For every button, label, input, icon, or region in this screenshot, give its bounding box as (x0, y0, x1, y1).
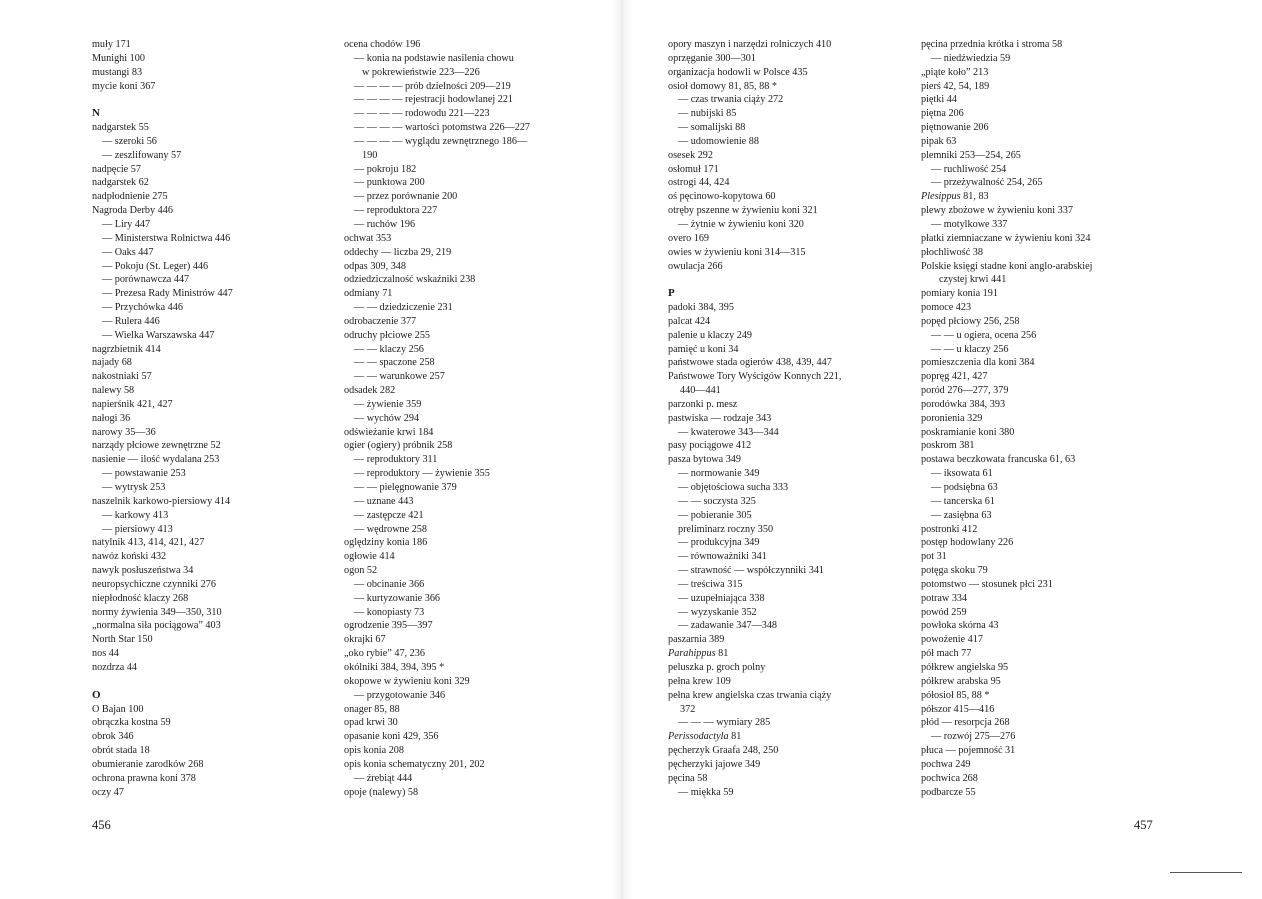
section-letter: N (92, 107, 100, 120)
index-entry: płód — resorpcja 268 (921, 717, 1010, 729)
index-entry: — przygotowanie 346 (354, 689, 446, 701)
page-number-left: 456 (92, 818, 111, 832)
index-entry: pastwiska — rodzaje 343 (668, 412, 772, 424)
index-entry: pasy pociągowe 412 (668, 440, 752, 452)
index-entry: nakostniaki 57 (92, 371, 152, 383)
index-entry: — pokroju 182 (354, 163, 417, 175)
index-entry: — Przychówka 446 (102, 302, 183, 314)
index-entry: opis konia 208 (344, 745, 404, 757)
index-entry: — — — — rodowodu 221—223 (354, 108, 490, 120)
index-entry: — strawność — współczynniki 341 (678, 565, 825, 577)
index-entry: — Oaks 447 (102, 246, 154, 258)
index-entry: nozdrza 44 (92, 661, 137, 673)
index-entry: płatki ziemniaczane w żywieniu koni 324 (921, 232, 1091, 244)
index-entry: państwowe stada ogierów 438, 439, 447 (668, 357, 832, 369)
index-entry: poród 276—277, 379 (921, 385, 1009, 397)
index-entry: poskramianie koni 380 (921, 426, 1015, 438)
index-entry: oddechy — liczba 29, 219 (344, 246, 452, 258)
index-entry: — normowanie 349 (678, 468, 760, 480)
index-entry: pochwa 249 (921, 758, 971, 770)
index-entry: — Liry 447 (102, 218, 151, 230)
index-entry: parzonki p. mesz (668, 398, 738, 410)
bottom-rule (1170, 872, 1242, 873)
index-entry: — rozwój 275—276 (931, 731, 1016, 743)
index-entry: mycie koni 367 (92, 80, 156, 92)
index-entry: — — u ogiera, ocena 256 (931, 329, 1037, 341)
index-entry: — szeroki 56 (102, 135, 157, 147)
index-entry: półkrew arabska 95 (921, 675, 1001, 687)
index-entry: Nagroda Derby 446 (92, 205, 173, 217)
index-entry: — źrebiąt 444 (354, 772, 413, 784)
index-entry: nalewy 58 (92, 385, 135, 397)
index-entry: nos 44 (92, 648, 119, 660)
index-entry: — pobieranie 305 (678, 509, 752, 521)
index-entry: pamięć u koni 34 (668, 343, 739, 355)
index-entry: ochrona prawna koni 378 (92, 772, 196, 784)
index-entry: — iksowata 61 (931, 468, 993, 480)
index-entry: naszelnik karkowo-piersiowy 414 (92, 495, 231, 507)
index-entry: narowy 35—36 (92, 426, 156, 438)
index-entry: — przeżywalność 254, 265 (931, 177, 1043, 189)
index-entry: — — u klaczy 256 (931, 343, 1009, 355)
index-entry: — reproduktory — żywienie 355 (354, 468, 490, 480)
index-entry: napierśnik 421, 427 (92, 398, 173, 410)
index-entry: odświeżanie krwi 184 (344, 426, 434, 438)
index-entry: — — spaczone 258 (354, 357, 435, 369)
index-column-2 (344, 38, 530, 799)
index-entry: — obcinanie 366 (354, 578, 425, 590)
index-entry: pełna krew angielska czas trwania ciąży (668, 689, 832, 701)
index-entry: preliminarz roczny 350 (678, 523, 774, 535)
index-entry: overo 169 (668, 232, 710, 244)
index-entry: oczy 47 (92, 786, 124, 798)
index-entry: paszarnia 389 (668, 634, 725, 646)
index-entry: pęcina przednia krótka i stroma 58 (921, 39, 1063, 50)
index-entry: obrączka kostna 59 (92, 717, 171, 729)
index-column-4 (921, 38, 1092, 799)
index-entry: nadgarstek 62 (92, 177, 149, 189)
index-entry: — — klaczy 256 (354, 343, 424, 355)
index-entry: piętki 44 (921, 94, 957, 106)
index-entry: — — — — prób dzielności 209—219 (354, 80, 511, 92)
index-entry: — niedźwiedzia 59 (931, 52, 1011, 64)
index-entry: O Bajan 100 (92, 703, 144, 715)
index-entry: nasienie — ilość wydalana 253 (92, 454, 220, 466)
index-entry: — — — — wartości potomstwa 226—227 (354, 122, 531, 134)
index-entry: osłomuł 171 (668, 163, 719, 175)
index-entry: — ruchów 196 (354, 218, 416, 230)
index-column-3 (668, 38, 841, 799)
index-entry: powód 259 (921, 606, 967, 618)
index-entry: — uzupełniająca 338 (678, 592, 765, 604)
index-entry: „piąte koło” 213 (921, 66, 989, 78)
index-entry: muły 171 (92, 39, 131, 50)
spacer (92, 675, 233, 689)
index-entry: w pokrewieństwie 223—226 (362, 66, 480, 78)
index-entry: piętnowanie 206 (921, 122, 989, 134)
index-entry: — piersiowy 413 (102, 523, 173, 535)
index-entry: Plesippus 81, 83 (921, 191, 989, 203)
index-entry: — — — — rejestracji hodowlanej 221 (354, 94, 514, 106)
index-entry: — karkowy 413 (102, 509, 169, 521)
index-entry: narządy płciowe zewnętrzne 52 (92, 440, 221, 452)
index-entry: osioł domowy 81, 85, 88 * (668, 80, 777, 92)
index-entry: — nubijski 85 (678, 108, 737, 120)
index-entry: owies w żywieniu koni 314—315 (668, 246, 806, 258)
index-entry: Polskie księgi stadne koni anglo-arabskiej (921, 260, 1093, 272)
index-entry: powłoka skórna 43 (921, 620, 999, 632)
index-entry: — motylkowe 337 (931, 218, 1008, 230)
index-entry: — — — wymiary 285 (678, 717, 771, 729)
index-entry: okrajki 67 (344, 634, 386, 646)
book-gutter (612, 0, 632, 899)
index-entry: — reproduktora 227 (354, 205, 438, 217)
spacer (92, 93, 233, 107)
index-entry: — żytnie w żywieniu koni 320 (678, 218, 804, 230)
index-entry: ogłowie 414 (344, 551, 395, 563)
index-entry: odmiany 71 (344, 288, 393, 300)
index-entry: płochliwość 38 (921, 246, 983, 258)
index-entry: — równoważniki 341 (678, 551, 767, 563)
index-entry: najady 68 (92, 357, 132, 369)
index-entry: 440—441 (680, 385, 721, 397)
index-entry: — Ministerstwa Rolnictwa 446 (102, 232, 231, 244)
index-entry: potraw 334 (921, 592, 968, 604)
index-entry: — porównawcza 447 (102, 274, 190, 286)
index-entry: — wytrysk 253 (102, 482, 166, 493)
index-entry: — miękka 59 (678, 786, 734, 798)
index-entry: opasanie koni 429, 356 (344, 731, 439, 743)
index-entry: — ruchliwość 254 (931, 163, 1007, 175)
index-entry: pęcina 58 (668, 772, 708, 784)
index-entry: podbarcze 55 (921, 786, 976, 798)
index-entry: — zasiębna 63 (931, 509, 992, 521)
index-entry: — uznane 443 (354, 495, 414, 507)
index-entry: odpas 309, 348 (344, 260, 406, 272)
index-entry: — czas trwania ciąży 272 (678, 94, 784, 106)
index-entry: ochwat 353 (344, 232, 392, 244)
index-entry: postawa beczkowata francuska 61, 63 (921, 454, 1076, 466)
index-entry: odrobaczenie 377 (344, 315, 417, 327)
index-entry: czystej krwi 441 (939, 274, 1007, 286)
index-entry: półosioł 85, 88 * (921, 689, 990, 701)
index-entry: — — pielęgnowanie 379 (354, 482, 457, 493)
index-entry: opory maszyn i narzędzi rolniczych 410 (668, 39, 832, 50)
index-entry: pomoce 423 (921, 302, 972, 314)
index-entry: nawóz koński 432 (92, 551, 167, 563)
index-entry: pęcherzyki jajowe 349 (668, 758, 761, 770)
index-entry: oględziny konia 186 (344, 537, 428, 549)
index-entry: odruchy płciowe 255 (344, 329, 431, 341)
index-entry: mustangi 83 (92, 66, 143, 78)
page-number-right: 457 (1134, 818, 1153, 832)
index-entry: — punktowa 200 (354, 177, 425, 189)
index-entry: postęp hodowlany 226 (921, 537, 1014, 549)
index-entry: — Wielka Warszawska 447 (102, 329, 215, 341)
index-entry: potomstwo — stosunek płci 231 (921, 578, 1053, 590)
index-entry: oprzęganie 300—301 (668, 52, 756, 64)
index-entry: okólniki 384, 394, 395 * (344, 661, 445, 673)
index-entry: neuropsychiczne czynniki 276 (92, 578, 216, 590)
section-letter: P (668, 287, 675, 300)
index-entry: plewy zbożowe w żywieniu koni 337 (921, 205, 1073, 217)
index-entry: odsadek 282 (344, 385, 396, 397)
index-entry: — przez porównanie 200 (354, 191, 458, 203)
index-entry: popręg 421, 427 (921, 371, 988, 383)
index-entry: — udomowienie 88 (678, 135, 759, 147)
index-entry: — kurtyzowanie 366 (354, 592, 441, 604)
index-entry: — konopiasty 73 (354, 606, 425, 618)
index-entry: obrót stada 18 (92, 745, 150, 757)
index-entry: powożenie 417 (921, 634, 983, 646)
index-entry: North Star 150 (92, 634, 153, 646)
index-entry: 372 (680, 703, 696, 715)
index-entry: — podsiębna 63 (931, 482, 998, 493)
index-entry: organizacja hodowli w Polsce 435 (668, 66, 808, 78)
index-entry: porodówka 384, 393 (921, 398, 1006, 410)
index-entry: pół mach 77 (921, 648, 972, 660)
index-entry: ocena chodów 196 (344, 39, 421, 50)
index-entry: Perissodactyla 81 (668, 731, 742, 743)
index-entry: — wędrowne 258 (354, 523, 427, 535)
index-entry: peluszka p. groch polny (668, 661, 766, 673)
index-entry: 190 (362, 149, 378, 161)
index-entry: — objętościowa sucha 333 (678, 482, 789, 493)
index-entry: piętna 206 (921, 108, 964, 120)
index-entry: — zastępcze 421 (354, 509, 424, 521)
index-entry: poskrom 381 (921, 440, 975, 452)
index-entry: ogon 52 (344, 565, 378, 577)
index-entry: — Pokoju (St. Leger) 446 (102, 260, 209, 272)
index-entry: poronienia 329 (921, 412, 983, 424)
index-entry: oś pęcinowo-kopytowa 60 (668, 191, 776, 203)
index-entry: odziedziczalność wskaźniki 238 (344, 274, 476, 286)
index-entry: — produkcyjna 349 (678, 537, 760, 549)
index-entry: — zadawanie 347—348 (678, 620, 778, 632)
index-entry: padoki 384, 395 (668, 302, 734, 314)
index-entry: Munighi 100 (92, 52, 145, 64)
index-entry: — Rulera 446 (102, 315, 160, 327)
spacer (668, 273, 841, 287)
index-entry: Państwowe Tory Wyścigów Konnych 221, (668, 371, 842, 383)
section-letter: O (92, 688, 101, 701)
index-entry: — kwaterowe 343—344 (678, 426, 779, 438)
index-entry: pot 31 (921, 551, 947, 563)
index-entry: półszor 415—416 (921, 703, 995, 715)
index-entry: — somalijski 88 (678, 122, 746, 134)
index-entry: popęd płciowy 256, 258 (921, 315, 1020, 327)
index-entry: opoje (nalewy) 58 (344, 786, 419, 798)
index-entry: owulacja 266 (668, 260, 723, 272)
index-entry: płuca — pojemność 31 (921, 745, 1016, 757)
index-entry: pomiary konia 191 (921, 288, 998, 300)
index-entry: „oko rybie” 47, 236 (344, 648, 425, 660)
index-entry: okopowe w żywieniu koni 329 (344, 675, 470, 687)
index-column-1 (92, 38, 233, 799)
index-entry: nawyk posłuszeństwa 34 (92, 565, 194, 577)
index-entry: Parahippus 81 (668, 648, 729, 660)
index-entry: normy żywienia 349—350, 310 (92, 606, 222, 618)
index-entry: opis konia schematyczny 201, 202 (344, 758, 485, 770)
index-entry: — zeszlifowany 57 (102, 149, 182, 161)
index-entry: — tancerska 61 (931, 495, 995, 507)
index-entry: — treściwa 315 (678, 578, 743, 590)
index-entry: — konia na podstawie nasilenia chowu (354, 52, 514, 64)
index-entry: plemniki 253—254, 265 (921, 149, 1021, 161)
index-entry: pierś 42, 54, 189 (921, 80, 990, 92)
index-entry: pipak 63 (921, 135, 957, 147)
index-entry: — wychów 294 (354, 412, 420, 424)
index-entry: pasza bytowa 349 (668, 454, 741, 466)
index-entry: — Prezesa Rady Ministrów 447 (102, 288, 233, 300)
index-entry: — reproduktory 311 (354, 454, 438, 466)
index-entry: obrok 346 (92, 731, 134, 743)
index-entry: natylnik 413, 414, 421, 427 (92, 537, 205, 549)
index-entry: pochwica 268 (921, 772, 978, 784)
index-entry: niepłodność klaczy 268 (92, 592, 189, 604)
index-entry: nadpłodnienie 275 (92, 191, 168, 203)
index-entry: pełna krew 109 (668, 675, 731, 687)
index-entry: palcat 424 (668, 315, 711, 327)
index-entry: — — warunkowe 257 (354, 371, 445, 383)
index-entry: — wyzyskanie 352 (678, 606, 757, 618)
index-entry: osesek 292 (668, 149, 713, 161)
index-entry: otręby pszenne w żywieniu koni 321 (668, 205, 818, 217)
index-entry: — — soczysta 325 (678, 495, 756, 507)
index-entry: nagrzbietnik 414 (92, 343, 161, 355)
index-entry: ogier (ogiery) próbnik 258 (344, 440, 453, 452)
index-entry: opad krwi 30 (344, 717, 398, 729)
index-entry: palenie u klaczy 249 (668, 329, 753, 341)
index-entry: półkrew angielska 95 (921, 661, 1009, 673)
index-entry: pęcherzyk Graafa 248, 250 (668, 745, 779, 757)
index-entry: — żywienie 359 (354, 398, 422, 410)
index-entry: postronki 412 (921, 523, 978, 535)
index-entry: ogrodzenie 395—397 (344, 620, 433, 632)
index-entry: nałogi 36 (92, 412, 131, 424)
index-entry: potęga skoku 79 (921, 565, 988, 577)
index-entry: ostrogi 44, 424 (668, 177, 730, 189)
index-entry: — — — — wyglądu zewnętrznego 186— (354, 135, 528, 147)
index-entry: obumieranie zarodków 268 (92, 758, 204, 770)
index-entry: „normalna siła pociągowa” 403 (92, 620, 221, 632)
index-entry: onager 85, 88 (344, 703, 400, 715)
index-entry: nadpęcie 57 (92, 163, 141, 175)
index-entry: — — dziedziczenie 231 (354, 302, 453, 314)
index-entry: pomieszczenia dla koni 384 (921, 357, 1035, 369)
index-entry: — powstawanie 253 (102, 468, 186, 480)
index-entry: nadgarstek 55 (92, 122, 149, 134)
